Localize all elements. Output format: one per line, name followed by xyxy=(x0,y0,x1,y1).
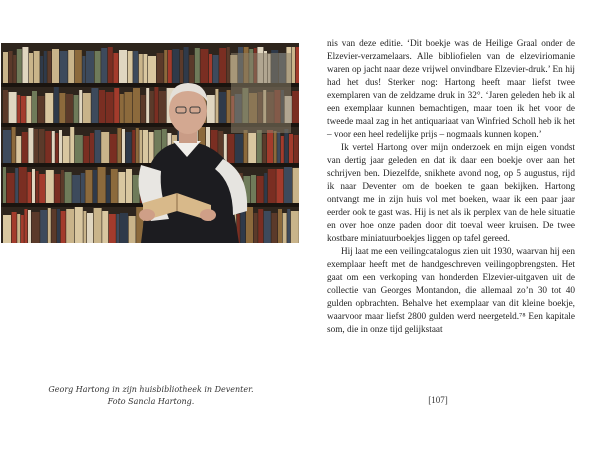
photo-caption xyxy=(20,384,282,408)
body-text xyxy=(327,38,575,337)
caption-line-2: Foto Sancla Hartong. xyxy=(107,397,195,406)
paragraph-1: nis van deze editie. ‘Dit boekje was de Heilige Graal onder de Elzevier-verzamelaars. Alle bibliofielen van de elzeviriomanie waren op jacht naar deze vrijwel onvindbare Elzevier-druk.’ En hij had het dus! Sterker nog: Hartong heeft maar liefst twee exemplaren van de zeldzame druk in 32°. ‘Jaren geleden heb ik al een exemplaar kunnen bemachtigen, maar toen ik het voor de tweede maal zag in het antiquariaat van Winfried Scholl heb ik het – voor een heel redelijke prijs – nogmaals kunnen kopen.’ xyxy=(327,39,575,140)
library-photo-illustration xyxy=(1,43,299,243)
photo-georg-hartong-library xyxy=(1,43,299,243)
page-number: [107] xyxy=(428,395,448,405)
paragraph-2: Ik vertel Hartong over mijn onderzoek en mijn eigen vondst van dertig jaar geleden en dat ik daar een boekje over aan het schrijven ben. Diezelfde, snikhete avond nog, op 5 augustus, rijd ik naar Deventer om de boeken te gaan bekijken. Hartong ontvangt me in zijn huis vol met boeken, waar ik een paar jaar eerder ook te gast was. Hij is net als ik perplex van de hele situatie en over hoe onze paden door dit toeval weer kruisen. De twee kostbare miniatuurboekjes liggen op tafel gereed. xyxy=(327,143,575,244)
paragraph-3: Hij laat me een veilingcatalogus zien uit 1930, waarvan hij een exemplaar heeft met de handgeschreven veilingopbrengsten. Het gaat om een verkoping van honderden Elzevier-uitgaven uit de collectie van Georges Montandon, die allemaal zo’n 30 tot 40 gulden opbrachten. Behalve het exemplaar van dit kleine boekje, waarvoor maar liefst 2800 gulden werd neergeteld.⁷⁸ Een kapitale som, die in onze tijd gelijkstaat xyxy=(327,247,575,335)
caption-line-1: Georg Hartong in zijn huisbibliotheek in Deventer. xyxy=(48,385,254,394)
